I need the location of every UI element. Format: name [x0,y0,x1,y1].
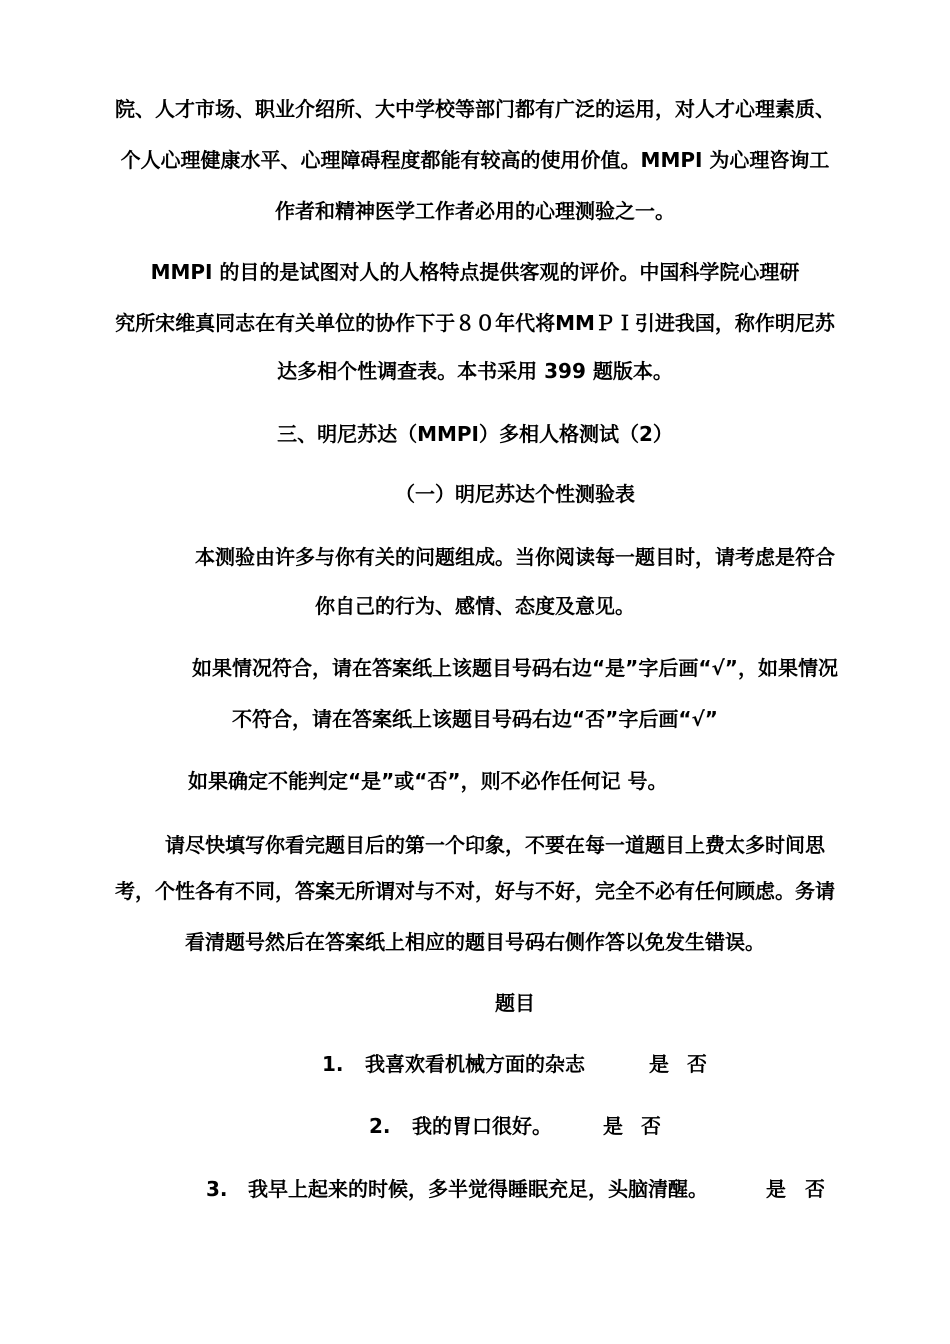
question-number: 2. [369,1114,391,1138]
paragraph-2-line-3: 达多相个性调查表。本书采用 399 题版本。 [277,359,673,383]
paragraph-1-line-1: 院、人才市场、职业介绍所、大中学校等部门都有广泛的运用，对人才心理素质、 [115,97,835,121]
question-text: 我的胃口很好。 [412,1114,552,1138]
question-number: 1. [322,1052,344,1076]
answer-yes[interactable]: 是 [766,1177,786,1201]
paragraph-5: 如果确定不能判定“是”或“否”，则不必作任何记 号。 [188,769,668,793]
paragraph-2-line-1: MMPI 的目的是试图对人的人格特点提供客观的评价。中国科学院心理研 [150,260,800,284]
answer-no[interactable]: 否 [805,1177,825,1201]
answer-no[interactable]: 否 [687,1052,707,1076]
items-heading: 题目 [495,991,535,1015]
answer-yes[interactable]: 是 [649,1052,669,1076]
paragraph-3-line-1: 本测验由许多与你有关的问题组成。当你阅读每一题目时，请考虑是符合 [195,545,835,569]
paragraph-6-line-3: 看清题号然后在答案纸上相应的题目号码右侧作答以免发生错误。 [185,930,765,954]
section-heading: 三、明尼苏达（MMPI）多相人格测试（2） [277,422,673,446]
question-text: 我喜欢看机械方面的杂志 [365,1052,585,1076]
paragraph-1-line-3: 作者和精神医学工作者必用的心理测验之一。 [275,199,675,223]
paragraph-3-line-2: 你自己的行为、感情、态度及意见。 [315,594,635,618]
paragraph-4-line-2: 不符合，请在答案纸上该题目号码右边“否”字后画“√” [232,707,718,731]
paragraph-6-line-2: 考，个性各有不同，答案无所谓对与不对，好与不好，完全不必有任何顾虑。务请 [115,879,835,903]
answer-no[interactable]: 否 [641,1114,661,1138]
paragraph-2-line-2: 究所宋维真同志在有关单位的协作下于８０年代将MMＰＩ引进我国，称作明尼苏 [115,311,835,335]
sub-heading: （一）明尼苏达个性测验表 [395,482,635,506]
answer-yes[interactable]: 是 [603,1114,623,1138]
paragraph-4-line-1: 如果情况符合，请在答案纸上该题目号码右边“是”字后画“√”，如果情况 [192,656,838,680]
paragraph-6-line-1: 请尽快填写你看完题目后的第一个印象，不要在每一道题目上费太多时间思 [165,833,825,857]
question-text: 我早上起来的时候，多半觉得睡眠充足，头脑清醒。 [248,1177,708,1201]
question-number: 3. [206,1177,228,1201]
paragraph-1-line-2: 个人心理健康水平、心理障碍程度都能有较高的使用价值。MMPI 为心理咨询工 [120,148,830,172]
